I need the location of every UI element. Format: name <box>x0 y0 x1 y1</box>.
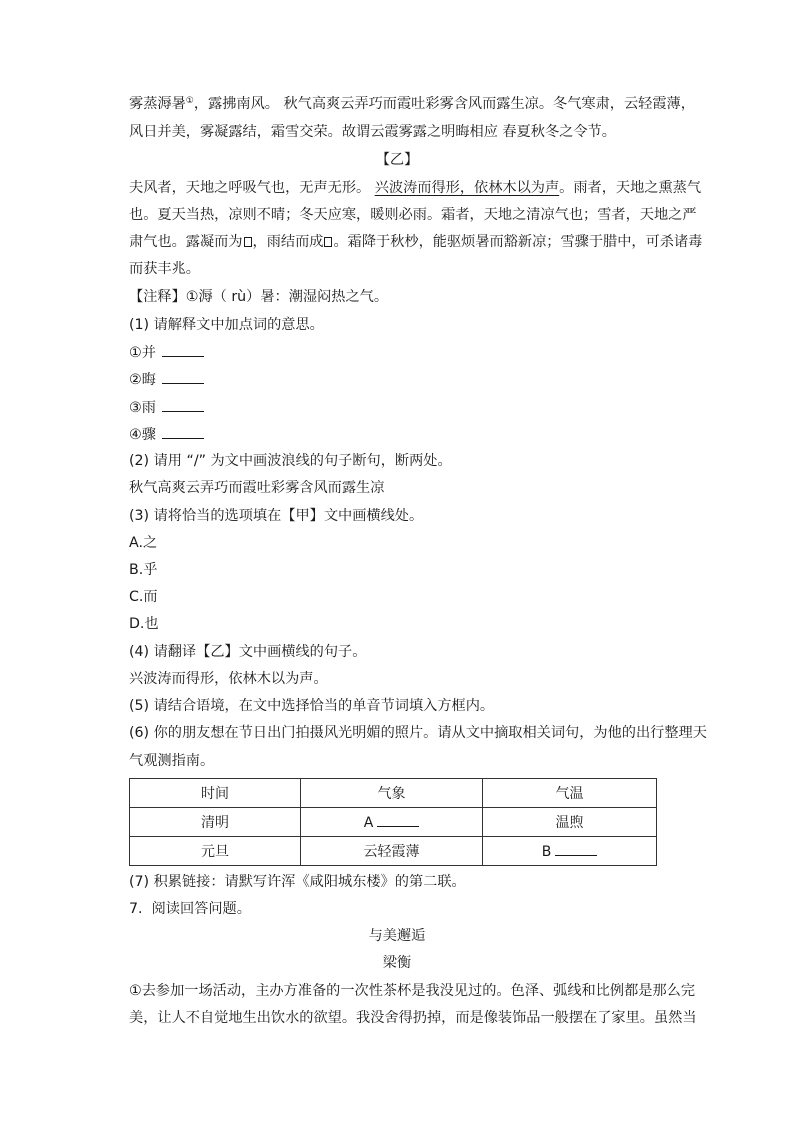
question-1: (1) 请解释文中加点词的意思。 <box>129 317 324 333</box>
fill-box-1[interactable] <box>244 237 252 247</box>
answer-blank[interactable] <box>162 369 204 384</box>
table-row <box>130 837 657 866</box>
q1-item-2: ②晦 <box>129 369 204 390</box>
q3-option-b[interactable]: B.乎 <box>129 562 158 578</box>
header-weather: 气象 <box>301 779 483 808</box>
article-title: 与美邂逅 <box>368 928 426 944</box>
article-paragraph-1-line-1: ①去参加一场活动，主办方准备的一次性茶杯是我没见过的。色泽、弧线和比例都是那么完 <box>129 983 696 999</box>
q1-item-3: ③雨 <box>129 397 204 418</box>
answer-blank[interactable] <box>162 424 204 439</box>
question-5: (5) 请结合语境，在文中选择恰当的单音节词填入方框内。 <box>129 698 495 714</box>
header-temperature: 气温 <box>483 779 657 808</box>
question-6-line-2: 气观测指南。 <box>129 753 215 769</box>
cell-yunqing: 云轻霞薄 <box>301 837 483 866</box>
passage-jia-line-2: 风日并美，雾凝露结，霜雪交荣。故谓云霞雾露之明晦相应 春夏秋冬之令节。 <box>129 124 616 140</box>
cell-yuandan: 元旦 <box>130 837 301 866</box>
annotation-note: 【注释】①溽（ rù）暑：潮湿闷热之气。 <box>129 289 389 305</box>
answer-blank[interactable] <box>377 813 419 827</box>
q4-sentence: 兴波涛而得形，依林木以为声。 <box>129 671 328 687</box>
q1-item-1: ①并 <box>129 342 204 363</box>
question-6-line-1: (6) 你的朋友想在节日出门拍摄风光明媚的照片。请从文中摘取相关词句，为他的出行整理天 <box>129 725 707 741</box>
header-time: 时间 <box>130 779 301 808</box>
q3-option-d[interactable]: D.也 <box>129 616 159 632</box>
q3-option-c[interactable]: C.而 <box>129 589 158 605</box>
cell-wenxu: 温煦 <box>483 808 657 837</box>
passage-jia-line-1: 雾蒸溽暑①，露拂南风。 秋气高爽云弄巧而霞吐彩雾含风而露生凉。冬气寒肃，云轻霞薄， <box>129 96 695 112</box>
article-paragraph-1-line-2: 美，让人不自觉地生出饮水的欲望。我没舍得扔掉，而是像装饰品一般摆在了家里。虽然当 <box>129 1010 697 1026</box>
table-header-row <box>130 779 657 808</box>
passage-yi-line-3: 肃气也。露凝而为 ，雨结而成 。霜降于秋杪，能驱烦暑而豁新凉；雪骤于腊中，可杀诸毒 <box>129 234 703 250</box>
passage-yi-line-4: 而获丰兆。 <box>129 261 200 277</box>
question-4: (4) 请翻译【乙】文中画横线的句子。 <box>129 644 367 660</box>
passage-yi-heading: 【乙】 <box>375 152 419 168</box>
table-row <box>130 808 657 837</box>
cell-qingming: 清明 <box>130 808 301 837</box>
q1-item-4: ④骤 <box>129 424 204 445</box>
question-7: (7) 积累链接：请默写许浑《咸阳城东楼》的第二联。 <box>129 874 466 890</box>
weather-guide-table <box>129 778 657 866</box>
q2-sentence: 秋气高爽云弄巧而霞吐彩雾含风而露生凉 <box>129 480 385 496</box>
underlined-sentence: 兴波涛而得形，依林木以为声 <box>374 180 560 196</box>
cell-blank-b[interactable]: B <box>483 837 657 866</box>
passage-yi-line-2: 也。夏天当热，凉则不晴；冬天应寒，暖则必雨。霜者，天地之清凉气也；雪者，天地之严 <box>129 207 697 223</box>
passage-yi-line-1: 夫风者，天地之呼吸气也，无声无形。 兴波涛而得形，依林木以为声。雨者，天地之熏蒸气 <box>129 180 702 196</box>
q3-option-a[interactable]: A.之 <box>129 535 158 551</box>
cell-blank-a[interactable]: A <box>301 808 483 837</box>
article-author: 梁衡 <box>382 955 412 971</box>
footnote-marker: ① <box>185 96 194 106</box>
answer-blank[interactable] <box>162 342 204 357</box>
answer-blank[interactable] <box>555 842 597 856</box>
answer-blank[interactable] <box>162 397 204 412</box>
section-7-instruction: 7. 阅读回答问题。 <box>129 901 251 917</box>
question-3: (3) 请将恰当的选项填在【甲】文中画横线处。 <box>129 508 424 524</box>
fill-box-2[interactable] <box>324 237 332 247</box>
question-2: (2) 请用 “/” 为文中画波浪线的句子断句，断两处。 <box>129 453 452 469</box>
